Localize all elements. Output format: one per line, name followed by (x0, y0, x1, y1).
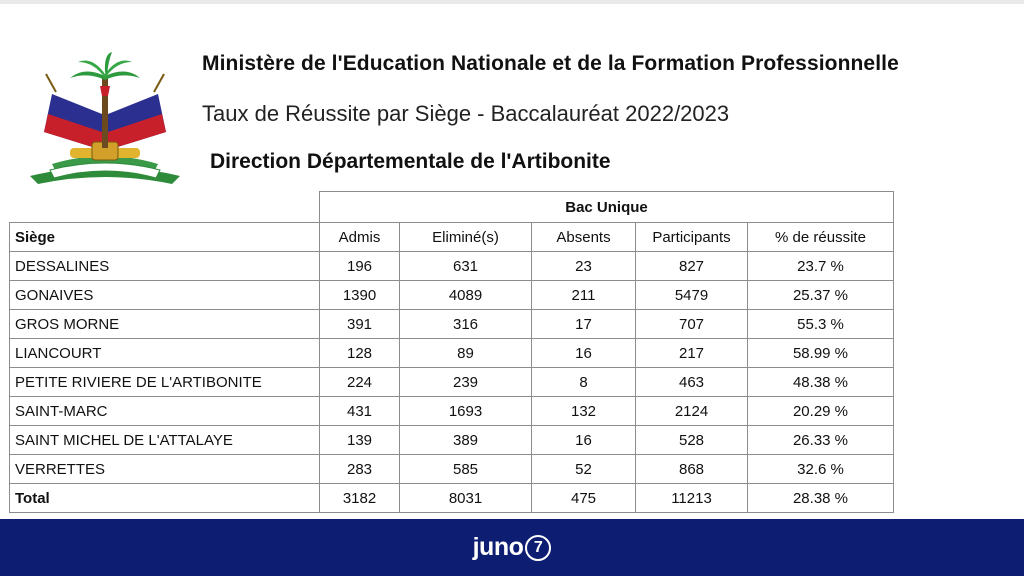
column-header-elimines: Eliminé(s) (400, 223, 532, 252)
admis-value: 431 (320, 397, 400, 426)
reussite-value: 20.29 % (748, 397, 894, 426)
siege-name: GONAIVES (10, 281, 320, 310)
participants-value: 528 (636, 426, 748, 455)
absents-value: 16 (532, 426, 636, 455)
total-admis: 3182 (320, 484, 400, 513)
table-row (10, 368, 894, 397)
admis-value: 196 (320, 252, 400, 281)
reussite-value: 55.3 % (748, 310, 894, 339)
bac-unique-header: Bac Unique (320, 192, 894, 223)
participants-value: 827 (636, 252, 748, 281)
admis-value: 224 (320, 368, 400, 397)
juno7-logo[interactable] (473, 533, 552, 562)
results-table (9, 191, 894, 513)
column-header-row (10, 223, 894, 252)
admis-value: 283 (320, 455, 400, 484)
participants-value: 2124 (636, 397, 748, 426)
total-elimines: 8031 (400, 484, 532, 513)
table-row (10, 339, 894, 368)
absents-value: 132 (532, 397, 636, 426)
column-header-admis: Admis (320, 223, 400, 252)
elimines-value: 1693 (400, 397, 532, 426)
absents-value: 17 (532, 310, 636, 339)
participants-value: 5479 (636, 281, 748, 310)
siege-name: DESSALINES (10, 252, 320, 281)
absents-value: 8 (532, 368, 636, 397)
reussite-value: 23.7 % (748, 252, 894, 281)
column-header-participants: Participants (636, 223, 748, 252)
siege-name: GROS MORNE (10, 310, 320, 339)
total-row (10, 484, 894, 513)
top-border (0, 0, 1024, 4)
reussite-value: 26.33 % (748, 426, 894, 455)
haiti-coat-of-arms-icon (22, 52, 188, 186)
elimines-value: 316 (400, 310, 532, 339)
reussite-value: 25.37 % (748, 281, 894, 310)
logo-word: juno (472, 533, 524, 561)
absents-value: 52 (532, 455, 636, 484)
elimines-value: 89 (400, 339, 532, 368)
footer-bar (0, 519, 1024, 576)
siege-name: LIANCOURT (10, 339, 320, 368)
admis-value: 139 (320, 426, 400, 455)
total-participants: 11213 (636, 484, 748, 513)
reussite-value: 48.38 % (748, 368, 894, 397)
absents-value: 23 (532, 252, 636, 281)
direction-title: Direction Départementale de l'Artibonite (210, 150, 611, 173)
elimines-value: 4089 (400, 281, 532, 310)
table-row (10, 455, 894, 484)
logo-number-badge: 7 (525, 535, 551, 561)
participants-value: 217 (636, 339, 748, 368)
participants-value: 868 (636, 455, 748, 484)
admis-value: 1390 (320, 281, 400, 310)
participants-value: 707 (636, 310, 748, 339)
ministry-title: Ministère de l'Education Nationale et de la Formation Professionnelle (202, 52, 899, 75)
column-header-absents: Absents (532, 223, 636, 252)
total-reussite: 28.38 % (748, 484, 894, 513)
siege-name: PETITE RIVIERE DE L'ARTIBONITE (10, 368, 320, 397)
elimines-value: 389 (400, 426, 532, 455)
admis-value: 391 (320, 310, 400, 339)
elimines-value: 239 (400, 368, 532, 397)
group-header-spacer (10, 192, 320, 223)
group-header-row (10, 192, 894, 223)
table-row (10, 252, 894, 281)
reussite-value: 58.99 % (748, 339, 894, 368)
table-row (10, 426, 894, 455)
siege-name: VERRETTES (10, 455, 320, 484)
elimines-value: 631 (400, 252, 532, 281)
table-row (10, 310, 894, 339)
table-row (10, 397, 894, 426)
siege-name: SAINT MICHEL DE L'ATTALAYE (10, 426, 320, 455)
document-subtitle: Taux de Réussite par Siège - Baccalauréat 2022/2023 (202, 101, 730, 126)
column-header-siege: Siège (10, 223, 320, 252)
absents-value: 211 (532, 281, 636, 310)
participants-value: 463 (636, 368, 748, 397)
siege-name: SAINT-MARC (10, 397, 320, 426)
table-row (10, 281, 894, 310)
elimines-value: 585 (400, 455, 532, 484)
total-absents: 475 (532, 484, 636, 513)
total-label: Total (10, 484, 320, 513)
absents-value: 16 (532, 339, 636, 368)
reussite-value: 32.6 % (748, 455, 894, 484)
column-header-reussite: % de réussite (748, 223, 894, 252)
admis-value: 128 (320, 339, 400, 368)
